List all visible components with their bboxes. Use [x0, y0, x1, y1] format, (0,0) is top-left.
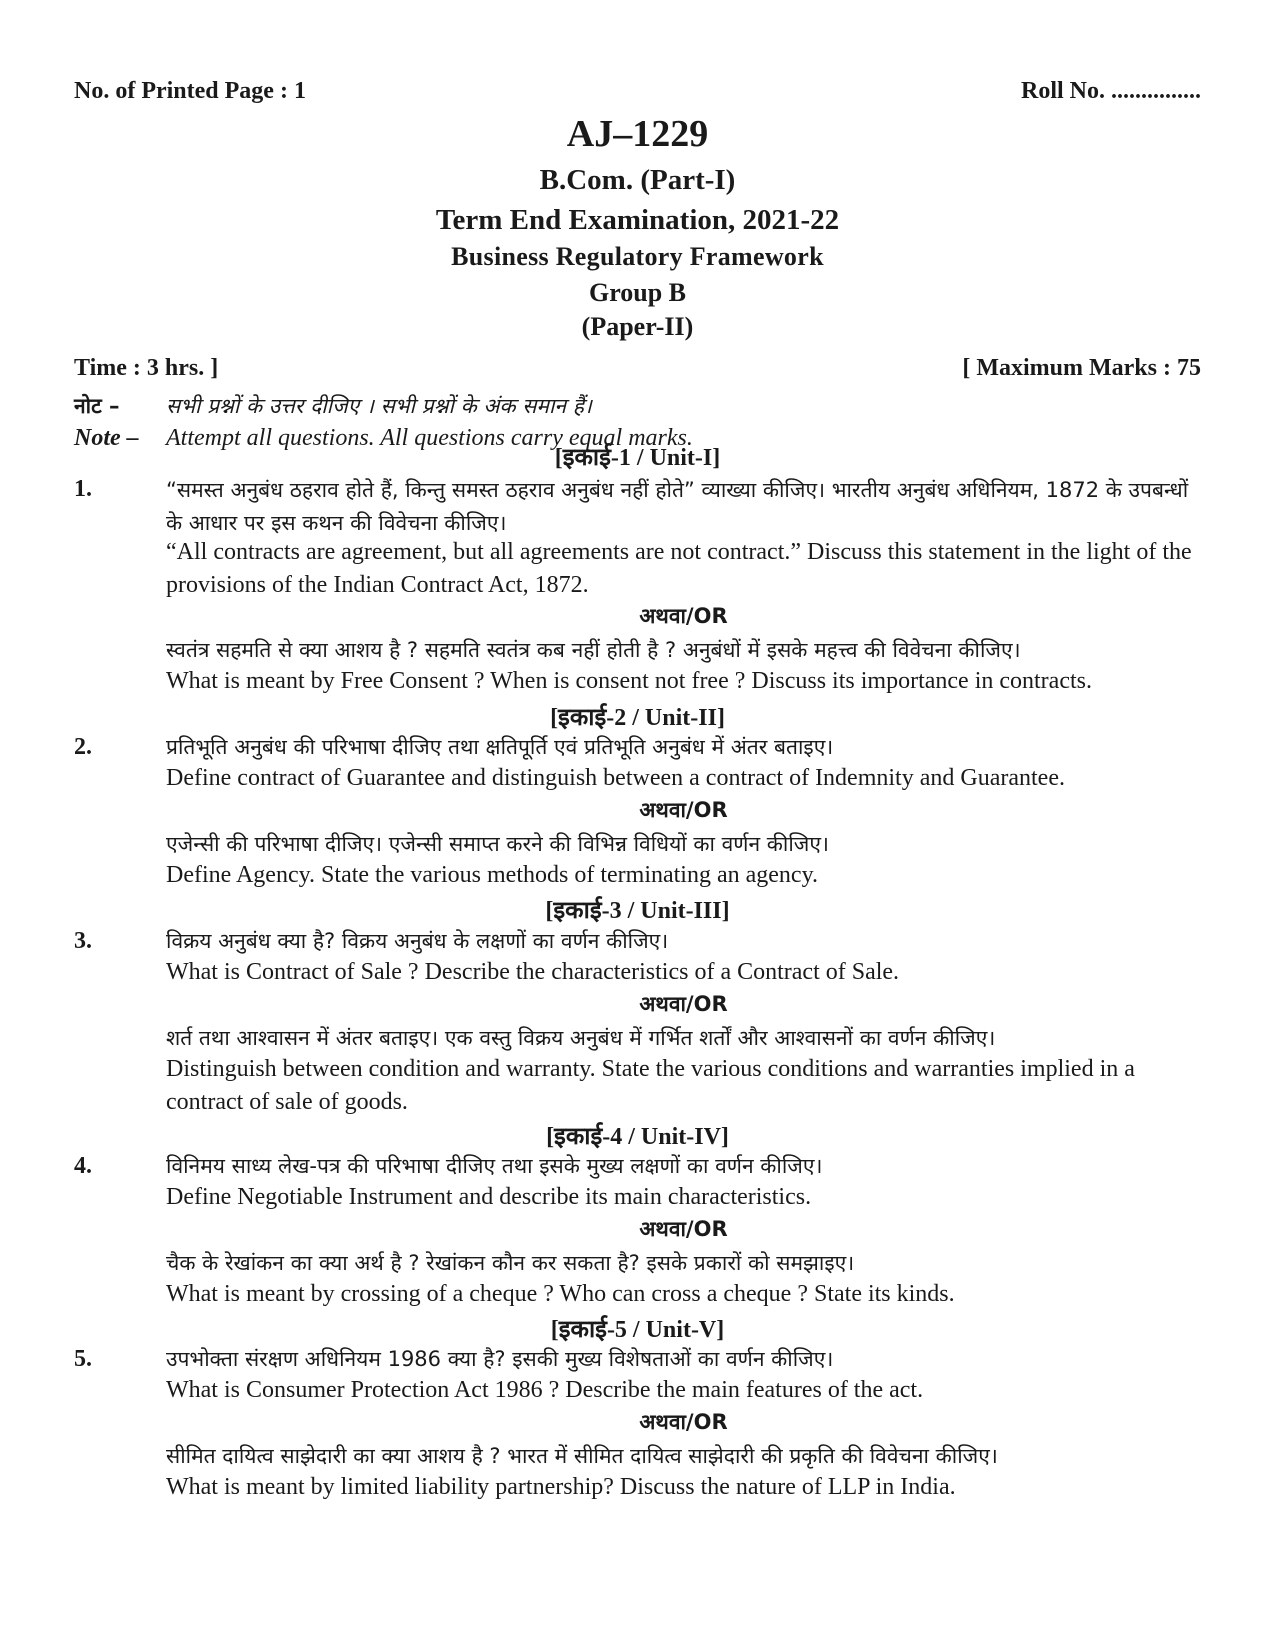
question-hindi: विनिमय साध्य लेख-पत्र की परिभाषा दीजिए तथा इसके मुख्य लक्षणों का वर्णन कीजिए।: [166, 1154, 823, 1178]
unit-heading: [इकाई-1 / Unit-I]: [554, 445, 721, 471]
group-title: Group B: [588, 278, 687, 307]
alternative-english: What is meant by limited liability partnership? Discuss the nature of LLP in India.: [166, 1474, 956, 1500]
alternative-hindi: सीमित दायित्व साझेदारी का क्या आशय है ? भारत में सीमित दायित्व साझेदारी की प्रकृति की विवेचना कीजिए।: [166, 1444, 998, 1468]
exam-title: Term End Examination, 2021-22: [435, 204, 840, 236]
alternative-hindi: शर्त तथा आश्वासन में अंतर बताइए। एक वस्तु विक्रय अनुबंध में गर्भित शर्तों और आश्वासनों का वर्णन कीजिए।: [166, 1026, 996, 1050]
paper-code: AJ–1229: [566, 113, 709, 155]
alternative-hindi: चैक के रेखांकन का क्या अर्थ है ? रेखांकन कौन कर सकता है? इसके प्रकारों को समझाइए।: [166, 1251, 855, 1275]
paper-title: (Paper-II): [581, 312, 694, 341]
roll-number: Roll No. ...............: [1021, 78, 1201, 104]
question-number: 5.: [74, 1346, 92, 1372]
course-title: B.Com. (Part-I): [539, 164, 736, 196]
question-english: “All contracts are agreement, but all agreements are not contract.” Discuss this statement in the light of the provisions of the Indian Contract Act, 1872.: [166, 539, 1192, 598]
question-english: Define contract of Guarantee and distinguish between a contract of Indemnity and Guarantee.: [166, 765, 1065, 791]
unit-heading: [इकाई-3 / Unit-III]: [545, 898, 730, 924]
time-marks-row: [74, 355, 1201, 382]
question-number: 2.: [74, 734, 92, 760]
unit-heading: [इकाई-5 / Unit-V]: [550, 1317, 725, 1343]
question-hindi: प्रतिभूति अनुबंध की परिभाषा दीजिए तथा क्षतिपूर्ति एवं प्रतिभूति अनुबंध में अंतर बताइए।: [166, 735, 834, 759]
question-number: 3.: [74, 928, 92, 954]
or-separator: अथवा/OR: [639, 992, 728, 1016]
question-hindi: उपभोक्ता संरक्षण अधिनियम 1986 क्या है? इसकी मुख्य विशेषताओं का वर्णन कीजिए।: [166, 1347, 834, 1371]
subject-title: Business Regulatory Framework: [451, 242, 824, 271]
maximum-marks: [ Maximum Marks : 75: [962, 355, 1201, 381]
top-row: [74, 78, 1201, 108]
question-english: What is Consumer Protection Act 1986 ? Describe the main features of the act.: [166, 1377, 924, 1403]
alternative-english: Distinguish between condition and warranty. State the various conditions and warranties implied in a contract of sale of goods.: [166, 1056, 1135, 1115]
time-allowed: Time : 3 hrs. ]: [74, 355, 219, 381]
question-hindi: विक्रय अनुबंध क्या है? विक्रय अनुबंध के लक्षणों का वर्णन कीजिए।: [166, 929, 669, 953]
alternative-hindi: एजेन्सी की परिभाषा दीजिए। एजेन्सी समाप्त करने की विभिन्न विधियों का वर्णन कीजिए।: [166, 832, 829, 856]
or-separator: अथवा/OR: [639, 1410, 728, 1434]
note-hindi: [74, 392, 1201, 420]
alternative-english: Define Agency. State the various methods of terminating an agency.: [166, 862, 819, 888]
note-hindi-label: नोट –: [74, 394, 120, 418]
question-english: What is Contract of Sale ? Describe the characteristics of a Contract of Sale.: [166, 959, 900, 985]
note-english-label: Note –: [74, 425, 139, 451]
or-separator: अथवा/OR: [639, 798, 728, 822]
unit-heading: [इकाई-4 / Unit-IV]: [546, 1124, 729, 1150]
alternative-hindi: स्वतंत्र सहमति से क्या आशय है ? सहमति स्वतंत्र कब नहीं होती है ? अनुबंधों में इसके महत्त्व की विवेचना कीजिए।: [166, 638, 1021, 662]
or-separator: अथवा/OR: [639, 604, 728, 628]
question-english: Define Negotiable Instrument and describe its main characteristics.: [166, 1184, 812, 1210]
note-english-text: Attempt all questions. All questions carry equal marks.: [166, 425, 693, 451]
alternative-english: What is meant by Free Consent ? When is consent not free ? Discuss its importance in contracts.: [166, 668, 1092, 694]
question-number: 4.: [74, 1153, 92, 1179]
printed-pages: No. of Printed Page : 1: [74, 78, 306, 104]
note-hindi-text: सभी प्रश्नों के उत्तर दीजिए । सभी प्रश्नों के अंक समान हैं।: [166, 394, 592, 418]
question-number: 1.: [74, 476, 92, 502]
or-separator: अथवा/OR: [639, 1217, 728, 1241]
unit-heading: [इकाई-2 / Unit-II]: [550, 705, 725, 731]
alternative-english: What is meant by crossing of a cheque ? Who can cross a cheque ? State its kinds.: [166, 1281, 955, 1307]
question-hindi: “समस्त अनुबंध ठहराव होते हैं, किन्तु समस्त ठहराव अनुबंध नहीं होते” व्याख्या कीजिए। भारतीय अनुबंध अधिनियम, 1872 के उपबन्धों के आधार पर इस कथन की विवेचना कीजिए।: [166, 478, 1189, 535]
